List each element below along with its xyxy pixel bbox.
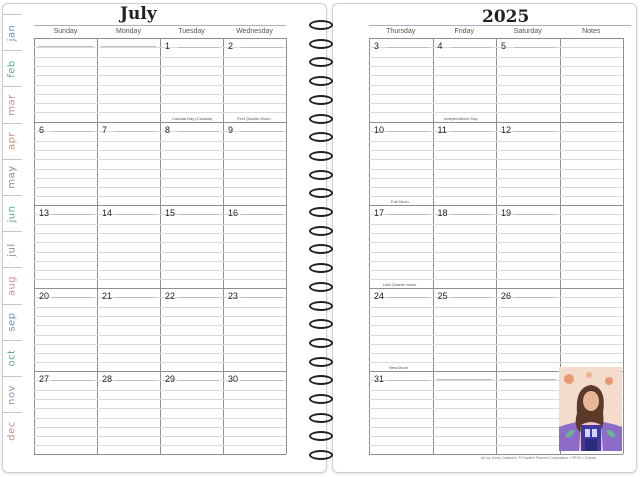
spiral-ring <box>309 450 333 460</box>
day-number: 22 <box>165 291 176 301</box>
month-tab-label: apr <box>6 132 18 151</box>
writing-line <box>34 242 286 243</box>
day-header: Wednesday <box>236 28 273 35</box>
writing-line <box>34 270 286 271</box>
spiral-ring <box>309 114 333 124</box>
month-tab-may[interactable] <box>2 159 22 195</box>
moon-full: Full Moon <box>391 199 409 204</box>
day-header: Monday <box>116 28 141 35</box>
moon-last-quarter: Last Quarter Moon <box>383 282 417 287</box>
day-number: 11 <box>437 125 447 135</box>
writing-line <box>369 325 623 326</box>
holiday-independence-day: Independence Day <box>444 116 478 121</box>
spiral-ring <box>309 394 333 404</box>
writing-line <box>369 362 623 363</box>
writing-line <box>34 196 286 197</box>
spiral-ring <box>309 132 333 142</box>
writing-line <box>34 316 286 317</box>
writing-line <box>34 169 286 170</box>
writing-line <box>34 112 286 113</box>
calendar-grid-left <box>34 25 286 455</box>
month-tab-label: feb <box>6 59 18 78</box>
week-divider <box>34 205 286 206</box>
week-divider <box>34 38 286 39</box>
day-number: 13 <box>39 208 50 218</box>
day-number: 24 <box>374 291 385 301</box>
day-number: 2 <box>228 41 234 51</box>
writing-line <box>34 362 286 363</box>
writing-line <box>369 178 623 179</box>
writing-line <box>34 353 286 354</box>
writing-line <box>34 187 286 188</box>
date-line <box>500 379 556 380</box>
month-tab-label: jun <box>6 205 18 222</box>
day-number: 21 <box>102 291 113 301</box>
month-tab-label: mar <box>6 94 18 116</box>
date-line <box>178 297 219 298</box>
month-tab-label: sep <box>6 312 18 332</box>
writing-line <box>34 427 286 428</box>
writing-line <box>369 307 623 308</box>
spiral-ring <box>309 39 333 49</box>
spiral-ring <box>309 263 333 273</box>
month-tab-jul[interactable] <box>2 231 22 267</box>
writing-line <box>34 408 286 409</box>
writing-line <box>369 224 623 225</box>
spiral-ring <box>309 413 333 423</box>
writing-line <box>34 94 286 95</box>
spiral-ring <box>309 207 333 217</box>
writing-line <box>369 141 623 142</box>
writing-line <box>34 307 286 308</box>
writing-line <box>34 399 286 400</box>
date-line <box>387 131 429 132</box>
writing-line <box>369 261 623 262</box>
column-divider <box>97 38 98 454</box>
day-header: Notes <box>582 28 601 35</box>
art-credit: Art by Jenny Caldwell | ® Franklin Planner Corporation • HPOV • Classic <box>481 456 597 460</box>
day-number: 7 <box>102 125 108 135</box>
date-line <box>451 47 493 48</box>
writing-line <box>34 178 286 179</box>
writing-line <box>34 85 286 86</box>
spiral-ring <box>309 282 333 292</box>
date-line <box>241 47 282 48</box>
writing-line <box>369 187 623 188</box>
spiral-ring <box>309 226 333 236</box>
writing-line <box>34 445 286 446</box>
day-number: 26 <box>501 291 512 301</box>
writing-line <box>369 66 623 67</box>
date-line <box>115 131 156 132</box>
writing-line <box>34 436 286 437</box>
month-tab-nov[interactable] <box>2 376 22 412</box>
spiral-ring <box>309 338 333 348</box>
spiral-ring <box>309 76 333 86</box>
day-number: 27 <box>39 374 50 384</box>
writing-line <box>369 344 623 345</box>
spiral-ring <box>309 375 333 385</box>
writing-line <box>34 335 286 336</box>
date-line <box>178 214 219 215</box>
writing-line <box>34 224 286 225</box>
writing-line <box>369 103 623 104</box>
writing-line <box>34 390 286 391</box>
date-line <box>241 214 282 215</box>
writing-line <box>369 242 623 243</box>
week-divider <box>34 288 286 289</box>
spiral-ring <box>309 20 333 30</box>
month-tab-label: oct <box>6 349 18 367</box>
spiral-ring <box>309 188 333 198</box>
column-divider <box>433 38 434 454</box>
day-header: Thursday <box>386 28 416 35</box>
month-tab-label: nov <box>6 384 18 405</box>
writing-line <box>369 112 623 113</box>
date-line <box>241 131 282 132</box>
date-line <box>387 297 429 298</box>
writing-line <box>34 66 286 67</box>
month-title: July <box>120 4 157 24</box>
writing-line <box>369 169 623 170</box>
spiral-ring <box>309 319 333 329</box>
right-header <box>332 3 637 27</box>
date-line <box>387 380 429 381</box>
spiral-ring <box>309 357 333 367</box>
writing-line <box>369 316 623 317</box>
spiral-ring <box>309 244 333 254</box>
writing-line <box>34 103 286 104</box>
column-divider <box>34 38 35 454</box>
day-header: Sunday <box>53 28 78 35</box>
writing-line <box>34 57 286 58</box>
month-tab-label: jan <box>6 24 18 41</box>
month-tab-jun[interactable] <box>2 195 22 231</box>
date-line <box>178 47 219 48</box>
spiral-ring <box>309 151 333 161</box>
moon-new: New Moon <box>389 365 409 370</box>
month-tab-label: dec <box>6 420 18 441</box>
day-number: 10 <box>374 125 385 135</box>
writing-line <box>369 279 623 280</box>
date-line <box>514 214 556 215</box>
writing-line <box>369 196 623 197</box>
date-line <box>241 297 282 298</box>
day-number: 5 <box>501 41 507 51</box>
month-tab-label: may <box>6 165 18 189</box>
woman-illustration <box>559 367 622 451</box>
writing-line <box>369 94 623 95</box>
writing-line <box>34 141 286 142</box>
week-divider <box>34 122 286 123</box>
date-line <box>115 380 156 381</box>
date-line <box>514 47 556 48</box>
bottom-border <box>34 454 286 455</box>
day-number: 31 <box>374 374 385 384</box>
week-divider <box>369 205 623 206</box>
month-tab-dec[interactable] <box>2 412 22 448</box>
writing-line <box>34 150 286 151</box>
holiday-canada-day: Canada Day (Canada) <box>172 116 213 121</box>
date-line <box>115 297 156 298</box>
writing-line <box>34 75 286 76</box>
date-line <box>451 214 493 215</box>
writing-line <box>369 353 623 354</box>
writing-line <box>34 344 286 345</box>
spiral-ring <box>309 431 333 441</box>
day-number: 30 <box>228 374 239 384</box>
column-divider <box>623 38 624 454</box>
day-number: 25 <box>437 291 448 301</box>
day-number: 17 <box>374 208 385 218</box>
month-tab-feb[interactable] <box>2 50 22 86</box>
date-line <box>514 297 556 298</box>
date-line <box>38 46 93 47</box>
date-line <box>437 379 493 380</box>
month-tab-label: jul <box>6 242 18 257</box>
writing-line <box>369 85 623 86</box>
date-line <box>52 131 93 132</box>
month-tab-jan[interactable] <box>2 14 22 50</box>
day-number: 23 <box>228 291 239 301</box>
writing-line <box>34 261 286 262</box>
date-line <box>52 214 93 215</box>
writing-line <box>369 270 623 271</box>
day-number: 28 <box>102 374 113 384</box>
day-number: 4 <box>437 41 443 51</box>
week-divider <box>369 288 623 289</box>
spiral-ring <box>309 301 333 311</box>
day-number: 12 <box>501 125 512 135</box>
writing-line <box>34 325 286 326</box>
day-number: 16 <box>228 208 239 218</box>
day-number: 6 <box>39 125 45 135</box>
spiral-ring <box>309 57 333 67</box>
writing-line <box>34 279 286 280</box>
day-number: 14 <box>102 208 113 218</box>
date-line <box>52 297 93 298</box>
column-divider <box>369 38 370 454</box>
day-number: 29 <box>165 374 176 384</box>
spiral-ring <box>309 170 333 180</box>
writing-line <box>34 418 286 419</box>
month-tab-aug[interactable] <box>2 267 22 303</box>
date-line <box>451 131 493 132</box>
date-line <box>241 380 282 381</box>
day-number: 18 <box>437 208 448 218</box>
date-line <box>178 380 219 381</box>
week-divider <box>369 122 623 123</box>
writing-line <box>369 252 623 253</box>
date-line <box>451 297 493 298</box>
year-title: 2025 <box>482 7 530 27</box>
day-header: Tuesday <box>178 28 205 35</box>
day-number: 8 <box>165 125 171 135</box>
month-tab-oct[interactable] <box>2 340 22 376</box>
bottom-border <box>369 454 623 455</box>
writing-line <box>369 335 623 336</box>
day-header: Friday <box>454 28 474 35</box>
spiral-ring <box>309 95 333 105</box>
writing-line <box>34 252 286 253</box>
month-tab-sep[interactable] <box>2 304 22 340</box>
date-line <box>101 46 156 47</box>
day-number: 19 <box>501 208 512 218</box>
date-line <box>52 380 93 381</box>
moon-first-quarter: First Quarter Moon <box>237 116 271 121</box>
month-tab-apr[interactable] <box>2 123 22 159</box>
date-line <box>387 214 429 215</box>
writing-line <box>34 159 286 160</box>
day-number: 20 <box>39 291 50 301</box>
day-number: 3 <box>374 41 380 51</box>
writing-line <box>369 75 623 76</box>
day-number: 9 <box>228 125 234 135</box>
day-number: 1 <box>165 41 171 51</box>
writing-line <box>34 233 286 234</box>
day-header: Saturday <box>513 28 542 35</box>
date-line <box>514 131 556 132</box>
week-divider <box>369 38 623 39</box>
column-divider <box>496 38 497 454</box>
column-divider <box>286 38 287 454</box>
writing-line <box>369 233 623 234</box>
day-number: 15 <box>165 208 176 218</box>
writing-line <box>369 150 623 151</box>
date-line <box>178 131 219 132</box>
month-tab-mar[interactable] <box>2 86 22 122</box>
month-tab-label: aug <box>6 275 18 297</box>
column-divider <box>223 38 224 454</box>
writing-line <box>369 159 623 160</box>
date-line <box>115 214 156 215</box>
date-line <box>387 47 429 48</box>
column-divider <box>160 38 161 454</box>
week-divider <box>34 371 286 372</box>
writing-line <box>369 57 623 58</box>
